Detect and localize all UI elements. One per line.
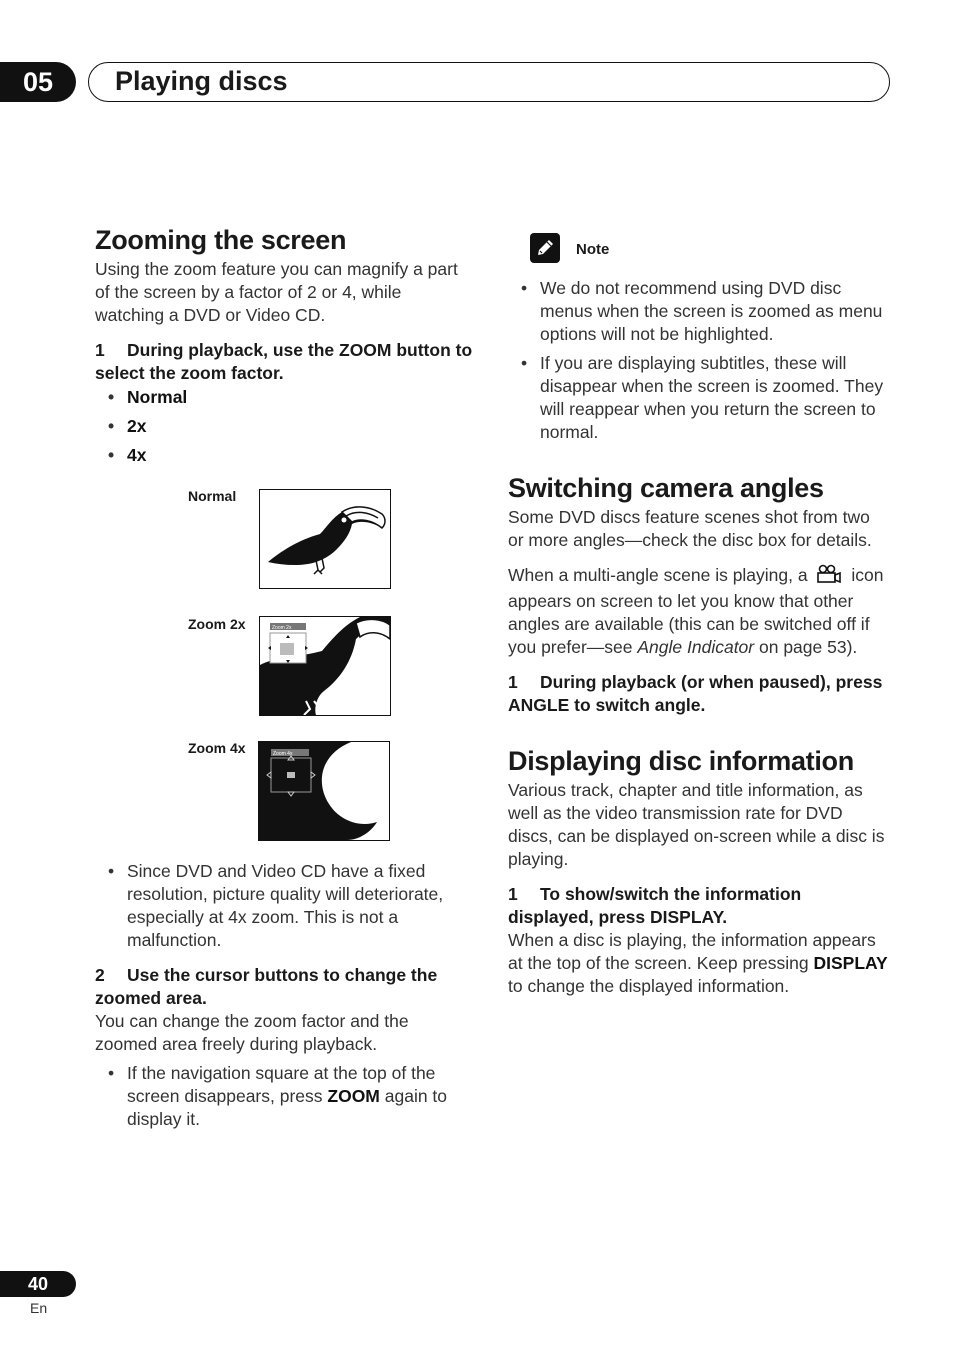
zoom-option-2x: • 2x <box>95 412 475 441</box>
angles-body <box>508 564 888 659</box>
info-step-1 <box>508 883 888 929</box>
zoom-step-1 <box>95 339 475 385</box>
osd-zoom2-text: Zoom 2x <box>272 625 292 631</box>
zoom-options-list <box>95 383 475 470</box>
step-number: 2 <box>95 965 105 985</box>
nav-bullet-keyword: ZOOM <box>327 1086 380 1106</box>
toucan-illustration <box>260 490 390 588</box>
note-title: Note <box>576 241 610 258</box>
chapter-number: 05 <box>22 66 54 97</box>
chapter-title: Playing discs <box>115 66 288 96</box>
note-list <box>508 277 888 444</box>
nav-bullet-text-pre: If the navigation square at the top of the screen disappears, press <box>127 1063 436 1106</box>
resolution-bullet: • Since DVD and Video CD have a fixed resolution, picture quality will deteriorate, especially at 4x zoom. This is not a malfunction. <box>95 860 475 952</box>
right-column <box>508 277 888 998</box>
zoom-step-2 <box>95 964 475 1010</box>
step-text: During playback, use the ZOOM button to select the zoom factor. <box>95 340 473 383</box>
figure-zoom-4x <box>258 741 390 841</box>
toucan-zoom4-illustration <box>259 742 389 840</box>
angles-intro: Some DVD discs feature scenes shot from two or more angles—check the disc box for details. <box>508 507 872 550</box>
step-number: 1 <box>508 884 518 904</box>
zoom-option-normal: • Normal <box>95 383 475 412</box>
figure-normal <box>259 489 391 589</box>
nav-bullet-text-post: again to display it. <box>127 1086 448 1129</box>
zoom-option-4x: • 4x <box>95 441 475 470</box>
chapter-number-tab <box>0 62 76 102</box>
angles-heading: Switching camera angles <box>508 473 824 503</box>
figure-label-zoom4: Zoom 4x <box>188 740 246 756</box>
note-pencil-badge <box>530 233 560 263</box>
page-number-tab <box>0 1271 76 1297</box>
step-text: To show/switch the information displayed, press DISPLAY. <box>508 884 802 927</box>
step-number: 1 <box>508 672 518 692</box>
zoom-resolution-note <box>95 860 475 952</box>
info-body <box>508 929 888 998</box>
info-body-keyword: DISPLAY <box>813 953 888 973</box>
angles-body-mid: icon appears on screen to let you know that other angles are available (this can be switched off if you prefer—see <box>508 565 884 657</box>
angles-body-post: on page 53). <box>754 637 858 657</box>
zoom-section <box>95 224 475 470</box>
angles-body-ref: Angle Indicator <box>637 637 755 657</box>
step-number: 1 <box>95 340 105 360</box>
pencil-icon <box>534 237 556 259</box>
zoom-step-2-body: You can change the zoom factor and the zoomed area freely during playback. <box>95 1011 409 1054</box>
page-language: En <box>30 1300 48 1316</box>
zoom-nav-note <box>95 1062 475 1131</box>
angles-body-pre: When a multi-angle scene is playing, a <box>508 565 813 585</box>
zoom-intro: Using the zoom feature you can magnify a part of the screen by a factor of 2 or 4, while watching a DVD or Video CD. <box>95 259 458 325</box>
toucan-zoom2-illustration <box>260 617 390 715</box>
info-body-pre: When a disc is playing, the information appears at the top of the screen. Keep pressing <box>508 930 876 973</box>
info-intro: Various track, chapter and title information, as well as the video transmission rate for DVD discs, can be displayed on-screen while a disc is playing. <box>508 780 885 869</box>
zoom-heading: Zooming the screen <box>95 225 347 255</box>
figure-zoom-2x <box>259 616 391 716</box>
nav-bullet <box>95 1062 475 1131</box>
info-heading: Displaying disc information <box>508 746 854 776</box>
step-text: During playback (or when paused), press ANGLE to switch angle. <box>508 672 883 715</box>
note-item-2: • If you are displaying subtitles, these will disappear when the screen is zoomed. They will reappear when you return the screen to normal. <box>508 352 888 444</box>
page-number: 40 <box>27 1273 49 1294</box>
angles-step-1 <box>508 671 888 717</box>
note-item-1: • We do not recommend using DVD disc menus when the screen is zoomed as menu options will not be highlighted. <box>508 277 888 346</box>
figure-label-zoom2: Zoom 2x <box>188 616 246 632</box>
info-body-post: to change the displayed information. <box>508 976 790 996</box>
osd-zoom4-text: Zoom 4x <box>273 751 293 757</box>
zoom-section-continued <box>95 860 475 1131</box>
step-text: Use the cursor buttons to change the zoomed area. <box>95 965 438 1008</box>
camera-icon <box>816 564 842 590</box>
figure-label-normal: Normal <box>188 488 237 504</box>
